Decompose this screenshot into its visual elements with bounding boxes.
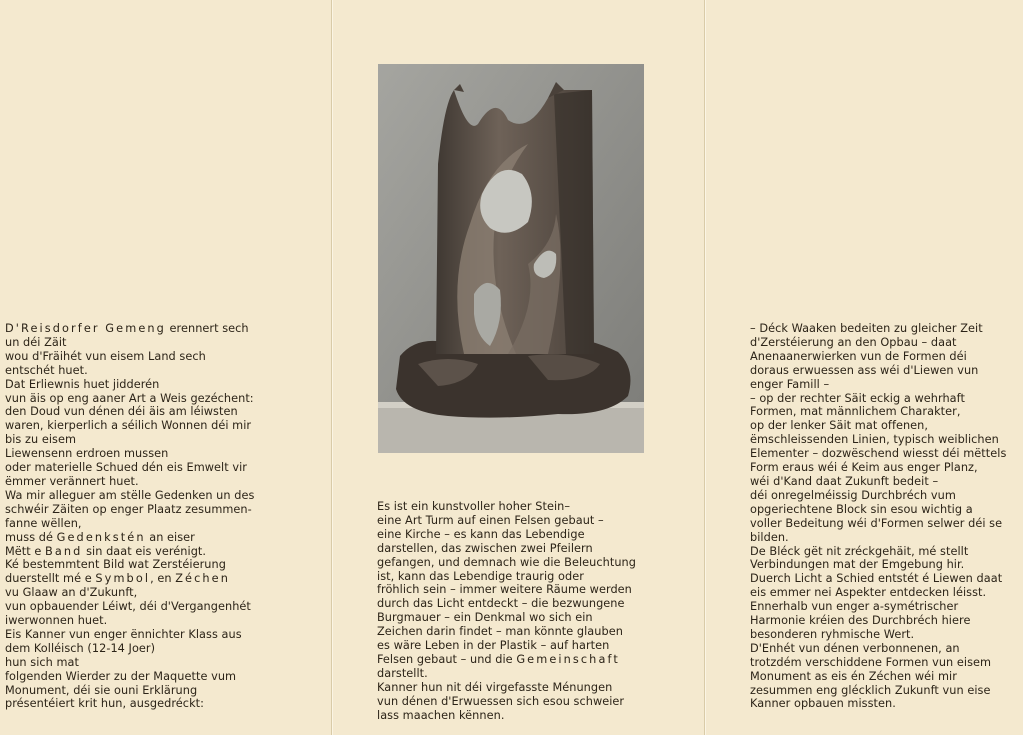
text-line xyxy=(5,405,325,419)
text-segment: muss dé xyxy=(5,530,57,544)
spaced-word: Gemeinschaft xyxy=(516,652,620,666)
text-segment: doraus erwuessen ass wéi d'Liewen vun xyxy=(750,363,979,377)
text-line xyxy=(5,558,325,572)
text-segment: Ennerhalb vun enger a-symétrischer xyxy=(750,600,959,614)
panel-fold-1 xyxy=(331,0,332,735)
text-segment: folgenden Wierder zu der Maquette vum xyxy=(5,669,237,683)
text-segment: déi onregelméissig Durchbréch vum xyxy=(750,488,956,502)
text-line xyxy=(5,378,325,392)
spaced-word: Symbol xyxy=(95,572,151,586)
text-line xyxy=(750,642,1022,656)
text-segment: gefangen, und demnach wie die Beleuchtung xyxy=(377,555,636,569)
text-line xyxy=(5,670,325,684)
text-line xyxy=(5,656,325,670)
text-segment: d'Zerstéierung an den Opbau – daat xyxy=(750,335,957,349)
spaced-word: Zéchen xyxy=(175,572,230,586)
text-segment: Ké bestemmtent Bild wat Zerstéierung xyxy=(5,558,226,572)
text-line xyxy=(5,322,325,336)
text-line xyxy=(5,447,325,461)
text-line xyxy=(5,433,325,447)
text-line xyxy=(5,614,325,628)
text-segment: ëmschleissenden Linien, typisch weiblichen xyxy=(750,433,999,447)
text-segment: erennert sech xyxy=(165,322,249,335)
text-line xyxy=(5,572,325,586)
text-line xyxy=(377,639,697,653)
text-segment: enger Famill – xyxy=(750,377,830,391)
text-segment: trotzdém verschiddene Formen vun eisem xyxy=(750,655,992,669)
text-line xyxy=(750,600,1022,614)
text-line xyxy=(750,628,1022,642)
text-segment: vun äis op eng aaner Art a Weis gezéchent: xyxy=(5,391,254,405)
text-segment: voller Bedeitung wéi d'Formen selwer déi se xyxy=(750,516,1003,530)
text-segment: De Bléck gët nit zréckgehäit, mé stellt xyxy=(750,544,969,558)
text-segment: Monument, déi sie ouni Erklärung xyxy=(5,683,198,697)
text-segment: eine Art Turm auf einen Felsen gebaut – xyxy=(377,513,604,527)
text-segment: , en xyxy=(150,572,176,586)
text-line xyxy=(5,475,325,489)
text-segment: Form eraus wéi é Keim aus enger Planz, xyxy=(750,461,978,475)
text-line xyxy=(377,667,697,681)
text-line xyxy=(750,656,1022,670)
text-segment: Kanner hun nit déi virgefasste Ménungen xyxy=(377,680,613,694)
spaced-word: D'Reisdorfer Gemeng xyxy=(5,322,166,335)
text-segment: fröhlich sein – immer weitere Räume werden xyxy=(377,583,632,597)
text-segment: Liewensenn erdroen mussen xyxy=(5,447,169,461)
text-line xyxy=(750,350,1022,364)
text-segment: Zeichen darin findet – man könnte glauben xyxy=(377,625,623,639)
text-segment: schwéir Zäiten op enger Plaatz zesummen- xyxy=(5,502,252,516)
text-line xyxy=(5,586,325,600)
text-line xyxy=(5,517,325,531)
text-line xyxy=(750,405,1022,419)
text-line xyxy=(377,709,697,723)
left-panel-text xyxy=(5,322,325,711)
text-segment: Burgmauer – ein Denkmal wo sich ein xyxy=(377,611,593,625)
text-line xyxy=(5,392,325,406)
text-line xyxy=(377,597,697,611)
text-segment: Duerch Licht a Schied entstét é Liewen daat xyxy=(750,572,1003,586)
text-segment: Kanner opbauen missten. xyxy=(750,697,896,711)
text-line xyxy=(5,350,325,364)
text-line xyxy=(750,684,1022,698)
text-segment: entschét huet. xyxy=(5,363,88,377)
text-segment: iwerwonnen huet. xyxy=(5,614,108,628)
text-segment: bis zu eisem xyxy=(5,433,76,447)
text-line xyxy=(5,545,325,559)
text-line xyxy=(5,489,325,503)
text-line xyxy=(750,545,1022,559)
text-segment: op der lenker Säit mat offenen, xyxy=(750,419,929,433)
text-segment: hun sich mat xyxy=(5,655,80,669)
text-line xyxy=(750,392,1022,406)
text-segment: Es ist ein kunstvoller hoher Stein– xyxy=(377,500,571,513)
text-line xyxy=(750,586,1022,600)
text-segment: opgeriechtene Block sin esou wichtig a xyxy=(750,502,973,516)
text-line xyxy=(750,558,1022,572)
text-segment: wou d'Fräihét vun eisem Land sech xyxy=(5,349,206,363)
text-segment: Eis Kanner vun enger ënnichter Klass aus xyxy=(5,627,242,641)
text-line xyxy=(377,570,697,584)
text-segment: oder materielle Schued dén eis Emwelt vir xyxy=(5,461,247,475)
text-line xyxy=(5,419,325,433)
text-segment: vu Glaaw an d'Zukunft, xyxy=(5,586,138,600)
text-segment: D'Enhét vun dénen verbonnenen, an xyxy=(750,641,960,655)
text-line xyxy=(750,697,1022,711)
text-line xyxy=(750,517,1022,531)
text-segment: zesummen eng glécklich Zukunft vun eise xyxy=(750,683,991,697)
text-line xyxy=(750,614,1022,628)
text-segment: an eiser xyxy=(145,530,195,544)
text-segment: Formen, mat männlichem Charakter, xyxy=(750,405,961,419)
text-line xyxy=(750,503,1022,517)
text-line xyxy=(5,336,325,350)
text-line xyxy=(377,583,697,597)
text-segment: – op der rechter Säit eckig a wehrhaft xyxy=(750,391,965,405)
text-line xyxy=(377,611,697,625)
text-line xyxy=(750,433,1022,447)
text-segment: duerstellt mé e xyxy=(5,572,96,586)
text-line xyxy=(750,475,1022,489)
text-line xyxy=(750,378,1022,392)
text-segment: wéi d'Kand daat Zukunft bedeit – xyxy=(750,474,939,488)
text-segment: den Doud vun dénen déi äis am léiwsten xyxy=(5,405,238,419)
text-segment: besonderen ryhmische Wert. xyxy=(750,627,915,641)
text-segment: Verbindungen mat der Emgebung hir. xyxy=(750,558,965,572)
text-segment: darstellt. xyxy=(377,666,428,680)
text-line xyxy=(750,461,1022,475)
sculpture-image xyxy=(378,64,644,453)
text-line xyxy=(750,531,1022,545)
text-line xyxy=(377,542,697,556)
panel-fold-2 xyxy=(704,0,705,735)
text-segment: eis emmer nei Aspekter entdecken léisst. xyxy=(750,586,987,600)
text-segment: Mëtt e xyxy=(5,544,46,558)
text-line xyxy=(377,625,697,639)
text-line xyxy=(750,447,1022,461)
text-line xyxy=(750,670,1022,684)
text-segment: Wa mir alleguer am stëlle Gedenken un des xyxy=(5,488,255,502)
text-segment: fanne wëllen, xyxy=(5,516,82,530)
middle-panel-text xyxy=(377,500,697,723)
text-segment: un déi Zäit xyxy=(5,335,67,349)
text-line xyxy=(377,653,697,667)
text-segment: Monument as eis én Zéchen wéi mir xyxy=(750,669,957,683)
text-line xyxy=(750,572,1022,586)
text-segment: dem Kolléisch (12-14 Joer) xyxy=(5,641,156,655)
text-segment: Harmonie kréien des Durchbréch hiere xyxy=(750,614,971,628)
text-line xyxy=(377,695,697,709)
text-segment: darstellen, das zwischen zwei Pfeilern xyxy=(377,541,593,555)
text-line xyxy=(5,600,325,614)
text-segment: sin daat eis verénigt. xyxy=(82,544,207,558)
text-segment: Felsen gebaut – und die xyxy=(377,652,517,666)
text-segment: ëmmer verännert huet. xyxy=(5,474,139,488)
text-line xyxy=(377,528,697,542)
text-line xyxy=(5,642,325,656)
text-segment: vun dénen d'Erwuessen sich esou schweier xyxy=(377,694,625,708)
text-segment: vun opbauender Léiwt, déi d'Vergangenhét xyxy=(5,600,251,614)
text-line xyxy=(5,503,325,517)
text-line xyxy=(750,336,1022,350)
text-segment: Dat Erliewnis huet jidderén xyxy=(5,377,160,391)
text-line xyxy=(5,461,325,475)
text-segment: durch das Licht entdeckt – die bezwungene xyxy=(377,597,625,611)
sculpture-photo xyxy=(378,64,644,453)
text-segment: présentéiert krit hun, ausgedréckt: xyxy=(5,697,204,711)
text-segment: es wäre Leben in der Plastik – auf harten xyxy=(377,639,610,653)
text-line xyxy=(377,514,697,528)
text-line xyxy=(5,364,325,378)
text-line xyxy=(5,684,325,698)
text-line xyxy=(377,681,697,695)
text-line xyxy=(377,556,697,570)
text-segment: Elementer – dozwëschend wiesst déi mëttels xyxy=(750,447,1007,461)
text-segment: Anenaanerwierken vun de Formen déi xyxy=(750,349,967,363)
right-panel-text xyxy=(750,322,1022,711)
spaced-word: Band xyxy=(45,544,83,558)
text-segment: eine Kirche – es kann das Lebendige xyxy=(377,527,585,541)
text-line xyxy=(377,500,697,514)
text-segment: lass maachen kënnen. xyxy=(377,708,505,722)
text-line xyxy=(750,489,1022,503)
text-line xyxy=(750,322,1022,336)
spaced-word: Gedenkstén xyxy=(56,530,146,544)
text-segment: bilden. xyxy=(750,530,789,544)
text-segment: – Déck Waaken bedeiten zu gleicher Zeit xyxy=(750,322,983,335)
text-line xyxy=(5,531,325,545)
text-segment: ist, kann das Lebendige traurig oder xyxy=(377,569,584,583)
text-segment: waren, kierperlich a séilich Wonnen déi mir xyxy=(5,419,252,433)
text-line xyxy=(5,697,325,711)
text-line xyxy=(750,364,1022,378)
text-line xyxy=(750,419,1022,433)
text-line xyxy=(5,628,325,642)
